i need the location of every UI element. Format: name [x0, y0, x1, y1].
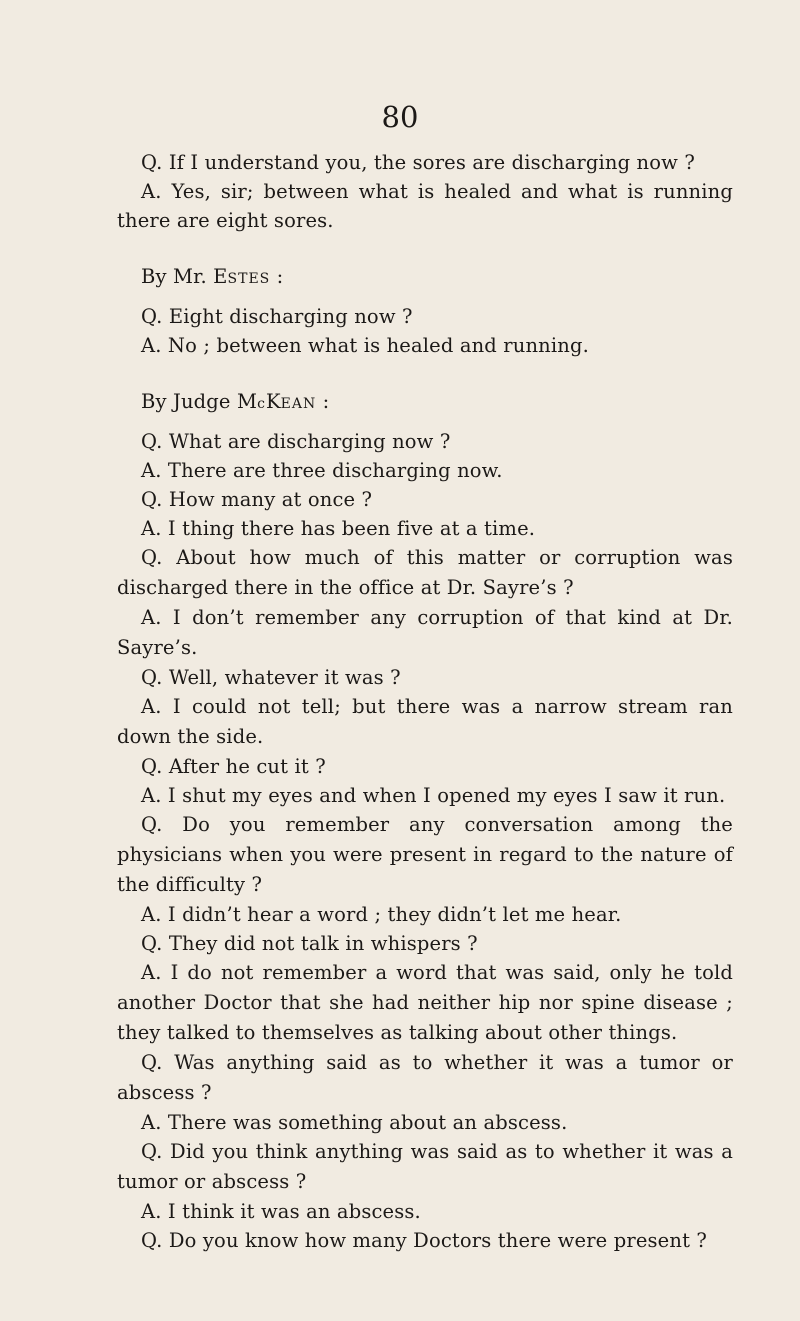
question-2: Q. Eight discharging now ? [141, 305, 413, 328]
answer-5: A. I don’t remember any corruption of that kind at Dr. Sayre’s. [117, 606, 733, 659]
answer-11: A. I think it was an abscess. [141, 1200, 421, 1223]
answer-1: A. Yes, sir; between what is healed and what is running there are eight sores. [117, 180, 733, 232]
answer-9: A. I do not remember a word that was said, only he told another Doctor that she had neither hip nor spine disease ; they talked to themselves as talking about other things. [117, 961, 733, 1044]
question-1: Q. If I understand you, the sores are discharging now ? [141, 151, 695, 174]
answer-3: A. There are three discharging now. [141, 459, 503, 482]
answer-4: A. I thing there has been five at a time. [141, 517, 536, 540]
question-11: Q. Did you think anything was said as to whether it was a tumor or abscess ? [117, 1140, 733, 1193]
examiner-prefix: By Judge M [141, 390, 258, 413]
question-12: Q. Do you know how many Doctors there were present ? [141, 1229, 708, 1252]
question-8: Q. Do you remember any conversation among the physicians when you were present in regard to the nature of the difficulty ? [117, 813, 733, 896]
question-3: Q. What are discharging now ? [141, 430, 451, 453]
question-7: Q. After he cut it ? [141, 755, 326, 778]
question-5: Q. About how much of this matter or corruption was discharged there in the office at Dr. Sayre’s ? [117, 546, 733, 599]
answer-7: A. I shut my eyes and when I opened my eyes I saw it run. [141, 784, 726, 807]
answer-6: A. I could not tell; but there was a narrow stream ran down the side. [117, 695, 733, 748]
examiner-caps2-prefix: K [265, 390, 281, 413]
section-gap-small [117, 419, 733, 427]
answer-2: A. No ; between what is healed and running. [141, 334, 589, 357]
examiner-caps: c [257, 396, 266, 412]
examiner-caps2: EAN [280, 396, 317, 412]
testimony-text [117, 148, 733, 1255]
question-4: Q. How many at once ? [141, 488, 373, 511]
examiner-suffix: : [316, 390, 330, 413]
page-number: 80 [381, 100, 419, 134]
question-10: Q. Was anything said as to whether it was a tumor or abscess ? [117, 1051, 733, 1104]
section-gap-small [117, 294, 733, 302]
examiner-heading-estes [117, 262, 733, 294]
examiner-heading-mckean [117, 387, 733, 419]
answer-10: A. There was something about an abscess. [141, 1111, 568, 1134]
question-9: Q. They did not talk in whispers ? [141, 932, 478, 955]
examiner-prefix: By Mr. E [141, 265, 228, 288]
answer-8: A. I didn’t hear a word ; they didn’t let me hear. [141, 903, 622, 926]
section-gap [117, 235, 733, 262]
examiner-caps: STES [227, 271, 271, 287]
question-6: Q. Well, whatever it was ? [141, 666, 401, 689]
section-gap [117, 360, 733, 387]
examiner-suffix: : [270, 265, 284, 288]
